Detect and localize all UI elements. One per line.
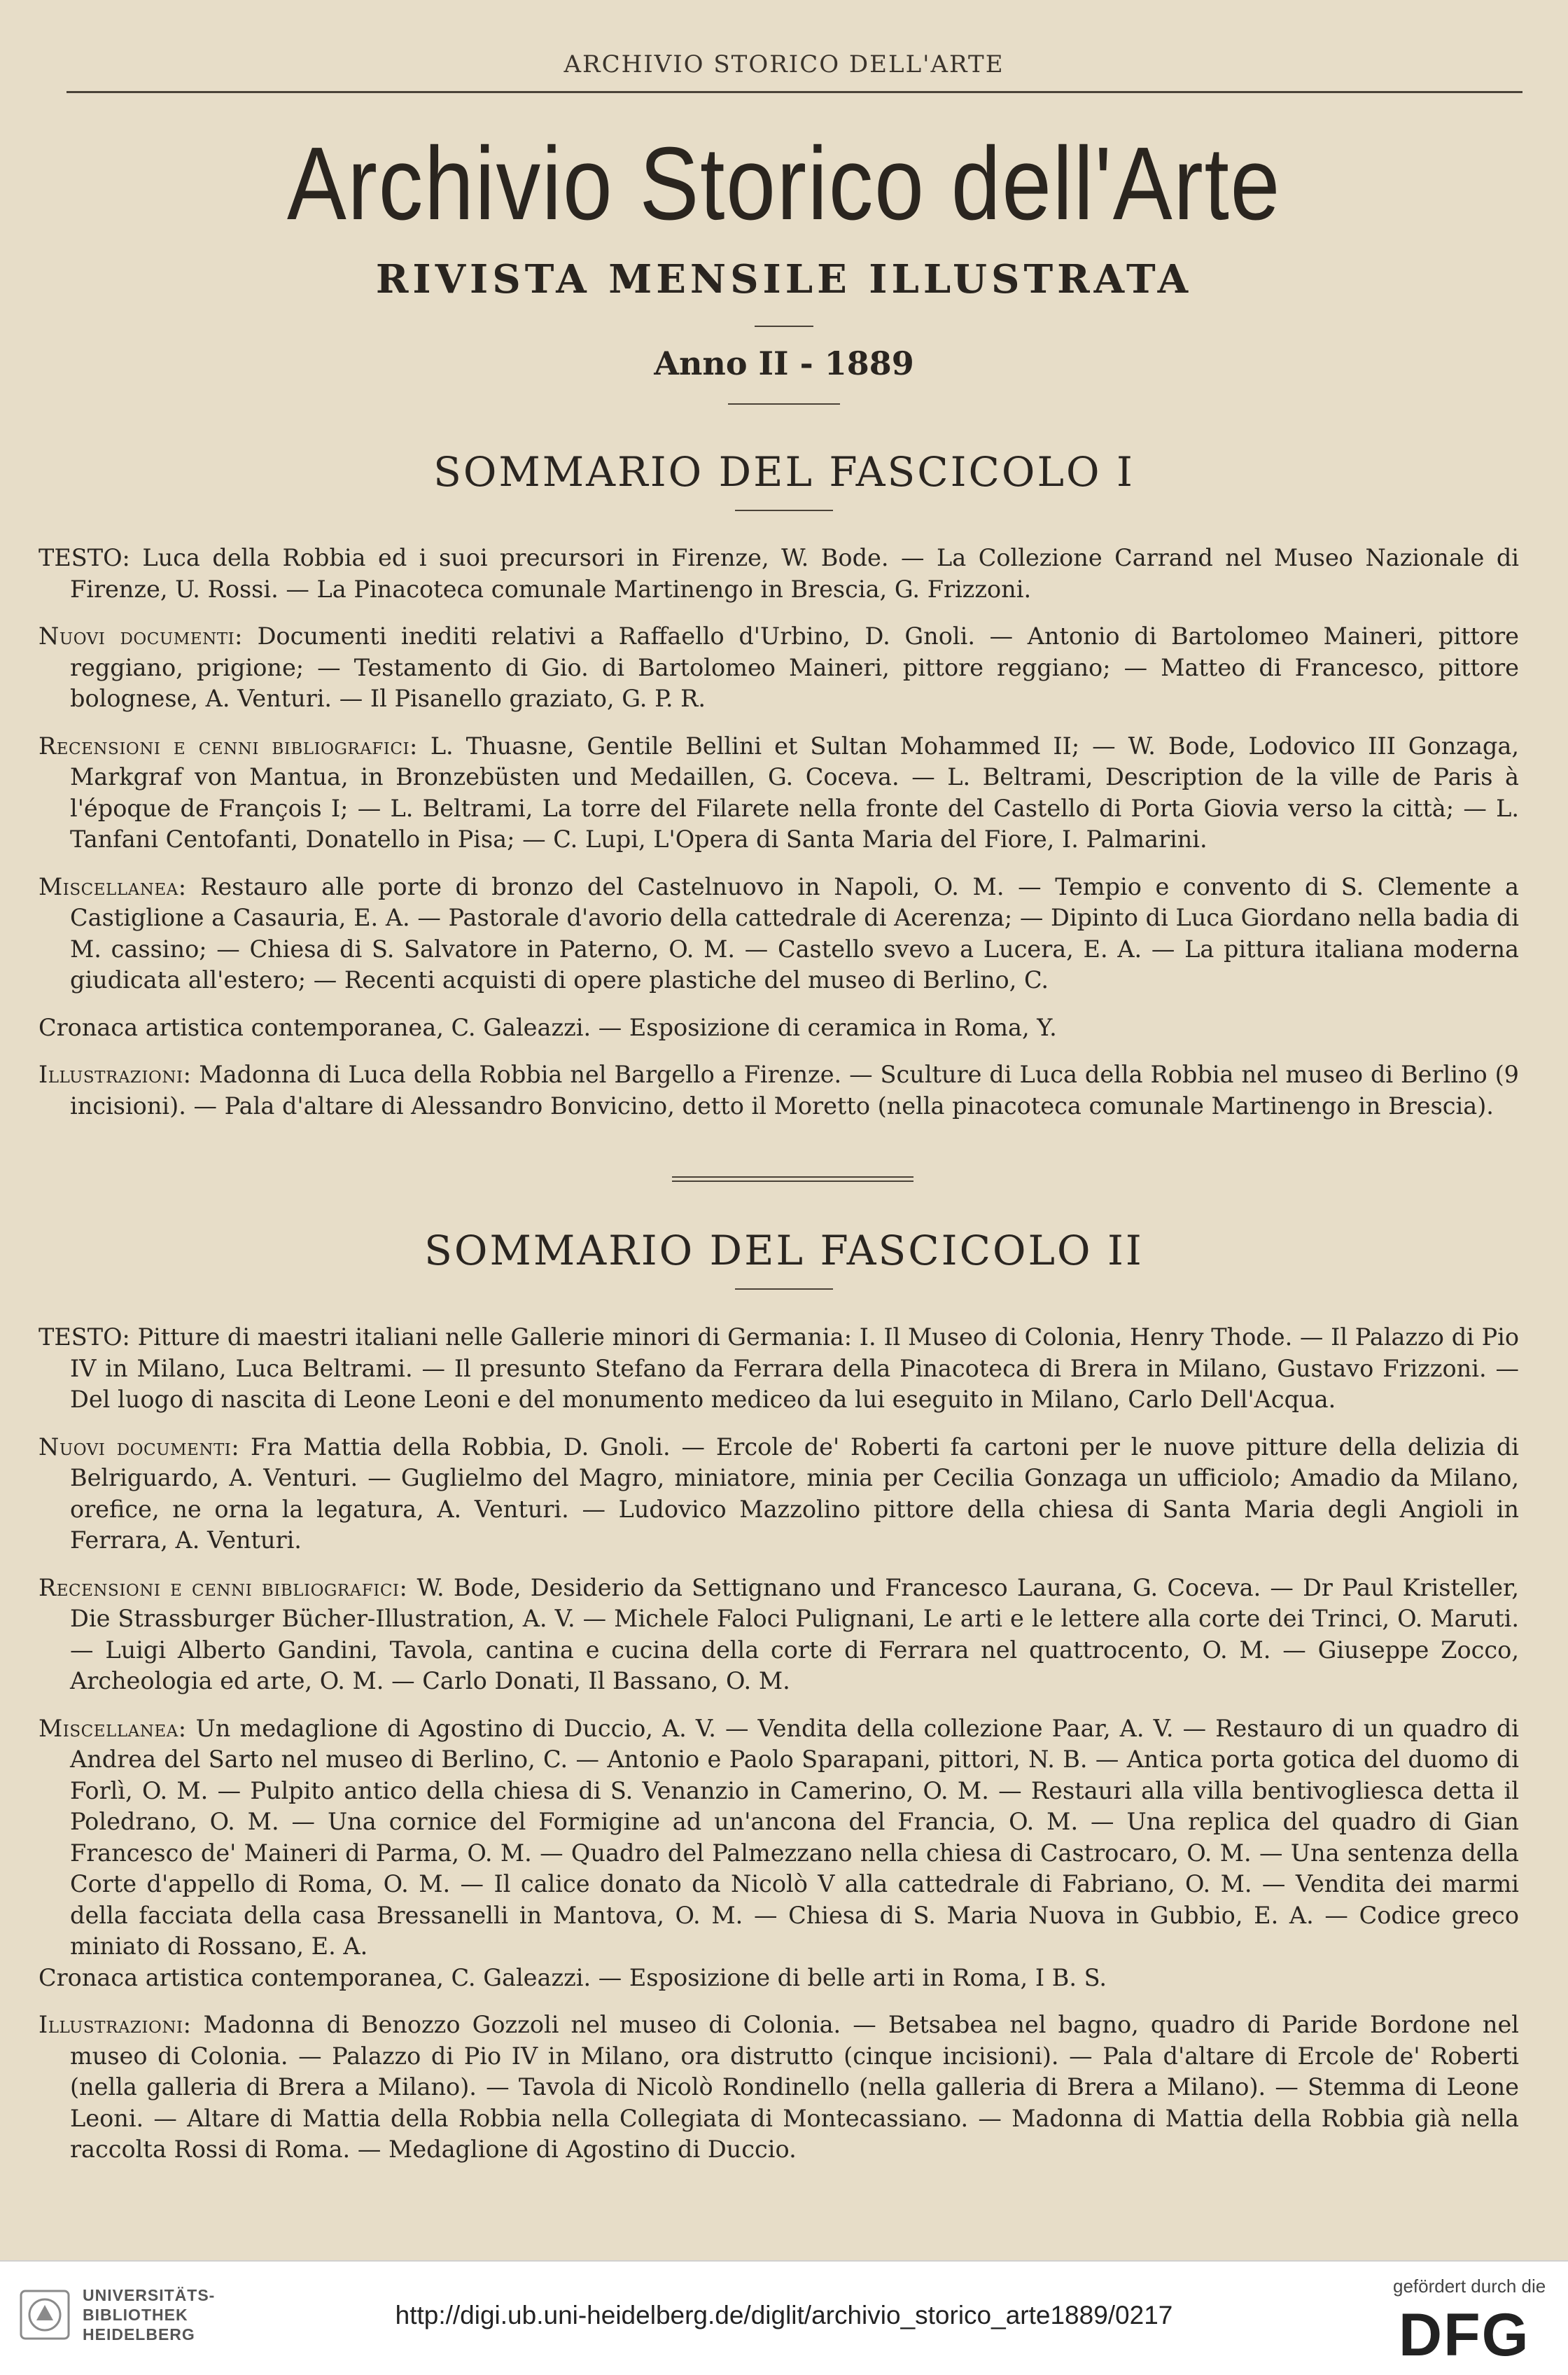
entry-text: Fra Mattia della Robbia, D. Gnoli. — Ercole de' Roberti fa cartoni per le nuove pitture della delizia di Belriguardo, A. Venturi. — Guglielmo del Magro, miniatore, minia per Cecilia Gonzaga un ufficiolo; Amadio da Milano, orefice, ne orna la legatura, A. Venturi. — Ludovico Mazzolino pittore della chiesa di Santa Maria degli Angioli in Ferrara, A. Venturi. — [70, 1433, 1519, 1554]
funding-caption: gefördert durch die — [1393, 2276, 1546, 2297]
entry-text: Documenti inediti relativi a Raffaello d'Urbino, D. Gnoli. — Antonio di Bartolomeo Maineri, pittore reggiano, prigione; — Testamento di Gio. di Bartolomeo Maineri, pittore reggiano; — Matteo di Francesco, pittore bolognese, A. Venturi. — Il Pisanello graziato, G. P. R. — [70, 622, 1519, 712]
section-heading-fascicolo-2: SOMMARIO DEL FASCICOLO II — [424, 1227, 1144, 1274]
dfg-logo: DFG — [1399, 2301, 1530, 2369]
entry-label: Recensioni e cenni bibliografici: — [38, 732, 418, 760]
institution-name: UNIVERSITÄTS- BIBLIOTHEK HEIDELBERG — [83, 2286, 216, 2343]
entry-nuovi-documenti — [38, 1432, 1519, 1556]
entry-label: TESTO: — [38, 1323, 130, 1351]
header-rule — [66, 91, 1522, 93]
divider-short — [735, 510, 833, 511]
entry-testo — [38, 1322, 1519, 1416]
masthead-year: Anno II - 1889 — [654, 344, 914, 382]
entry-text: Luca della Robbia ed i suoi precursori in Firenze, W. Bode. — La Collezione Carrand nel Museo Nazionale di Firenze, U. Rossi. — La Pinacoteca comunale Martinengo in Brescia, G. Frizzoni. — [70, 544, 1520, 603]
section-heading-fascicolo-1: SOMMARIO DEL FASCICOLO I — [433, 448, 1135, 496]
summary-fascicolo-1 — [38, 543, 1519, 1138]
entry-text: Madonna di Luca della Robbia nel Bargello a Firenze. — Sculture di Luca della Robbia nel museo di Berlino (9 incisioni). — Pala d'altare di Alessandro Bonvicino, detto il Moretto (nella pinacoteca comunale Martinengo in Brescia). — [70, 1061, 1519, 1120]
running-head: ARCHIVIO STORICO DELL'ARTE — [564, 50, 1004, 78]
entry-label: Illustrazioni: — [38, 2011, 192, 2038]
masthead-title: Archivio Storico dell'Arte — [286, 126, 1282, 242]
divider-short — [755, 326, 813, 327]
divider-short — [728, 403, 840, 405]
entry-cronaca: Cronaca artistica contemporanea, C. Galeazzi. — Esposizione di belle arti in Roma, I B. S. — [38, 1963, 1107, 1991]
entry-text: W. Bode, Desiderio da Settignano und Francesco Laurana, G. Coceva. — Dr Paul Kristeller, Die Strassburger Bücher-Illustration, A. V. — Michele Faloci Pulignani, Le arti e le lettere alla corte dei Trinci, O. Maruti. — Luigi Alberto Gandini, Tavola, cantina e cucina della corte di Ferrara nel quattrocento, O. M. — Giuseppe Zocco, Archeologia ed arte, O. M. — Carlo Donati, Il Bassano, O. M. — [70, 1573, 1519, 1694]
entry-illustrazioni — [38, 1059, 1519, 1122]
section-separator — [672, 1176, 913, 1182]
summary-fascicolo-2 — [38, 1322, 1519, 2182]
entry-recensioni — [38, 731, 1519, 856]
entry-text: Madonna di Benozzo Gozzoli nel museo di Colonia. — Betsabea nel bagno, quadro di Paride Bordone nel museo di Colonia. — Palazzo di Pio IV in Milano, ora distrutto (cinque incisioni). — Pala d'altare di Ercole de' Roberti (nella galleria di Brera a Milano). — Tavola di Nicolò Rondinello (nella galleria di Brera a Milano). — Stemma di Leone Leoni. — Altare di Mattia della Robbia nella Collegiata di Montecassiano. — Madonna di Mattia della Robbia già nella raccolta Rossi di Roma. — Medaglione di Agostino di Duccio. — [70, 2011, 1519, 2163]
entry-text: L. Thuasne, Gentile Bellini et Sultan Mohammed II; — W. Bode, Lodovico III Gonzaga, Markgraf von Mantua, in Bronzebüsten und Medaillen, G. Coceva. — L. Beltrami, Description de la ville de Paris à l'époque de François I; — L. Beltrami, La torre del Filarete nella fronte del Castello di Porta Giovia verso la città; — L. Tanfani Centofanti, Donatello in Pisa; — C. Lupi, L'Opera di Santa Maria del Fiore, I. Palmarini. — [70, 732, 1519, 853]
entry-label: Miscellanea: — [38, 872, 187, 900]
entry-label: Nuovi documenti: — [38, 622, 243, 650]
entry-recensioni — [38, 1573, 1519, 1697]
entry-miscellanea — [38, 1713, 1519, 1963]
divider-short — [735, 1288, 833, 1290]
entry-cronaca: Cronaca artistica contemporanea, C. Galeazzi. — Esposizione di ceramica in Roma, Y. — [38, 1013, 1057, 1041]
entry-text: Pitture di maestri italiani nelle Gallerie minori di Germania: I. Il Museo di Colonia, Henry Thode. — Il Palazzo di Pio IV in Milano, Luca Beltrami. — Il presunto Stefano da Ferrara della Pinacoteca di Brera in Milano, Gustavo Frizzoni. — Del luogo di nascita di Leone Leoni e del monumento mediceo da lui eseguito in Milano, Carlo Dell'Acqua. — [70, 1323, 1519, 1413]
entry-label: Recensioni e cenni bibliografici: — [38, 1573, 408, 1601]
entry-illustrazioni — [38, 2010, 1519, 2166]
entry-text: Restauro alle porte di bronzo del Castelnuovo in Napoli, O. M. — Tempio e convento di S. Clemente a Castiglione a Casauria, E. A. — Pastorale d'avorio della cattedrale di Acerenza; — Dipinto di Luca Giordano nella badia di M. cassino; — Chiesa di S. Salvatore in Paterno, O. M. — Castello svevo a Lucera, E. A. — La pittura italiana moderna giudicata all'estero; — Recenti acquisti di opere plastiche del museo di Berlino, C. — [70, 872, 1519, 994]
entry-label: Nuovi documenti: — [38, 1433, 240, 1461]
entry-label: Illustrazioni: — [38, 1061, 192, 1088]
digitization-footer — [0, 2260, 1568, 2375]
entry-testo — [38, 543, 1519, 605]
entry-nuovi-documenti — [38, 621, 1519, 715]
entry-label: TESTO: — [38, 544, 130, 571]
entry-text: Un medaglione di Agostino di Duccio, A. V. — Vendita della collezione Paar, A. V. — Restauro di un quadro di Andrea del Sarto nel museo di Berlino, C. — Antonio e Paolo Sparapani, pittori, N. B. — Antica porta gotica del duomo di Forlì, O. M. — Pulpito antico della chiesa di S. Venanzio in Camerino, O. M. — Restauri alla villa bentivogliesca detta il Poledrano, O. M. — Una cornice del Formigine ad un'ancona del Francia, O. M. — Una replica del quadro di Gian Francesco de' Maineri di Parma, O. M. — Quadro del Palmezzano nella chiesa di Castrocaro, O. M. — Una sentenza della Corte d'appello di Roma, O. M. — Il calice donato da Nicolò V alla cattedrale di Fabriano, O. M. — Vendita dei marmi della facciata della casa Bressanelli in Mantova, O. M. — Chiesa di S. Maria Nuova in Gubbio, E. A. — Codice greco miniato di Rossano, E. A. — [70, 1714, 1519, 1960]
entry-label: Miscellanea: — [38, 1714, 187, 1742]
masthead-subtitle: RIVISTA MENSILE ILLUSTRATA — [375, 256, 1193, 302]
entry-miscellanea — [38, 872, 1519, 996]
source-url[interactable]: http://digi.ub.uni-heidelberg.de/diglit/archivio_storico_arte1889/0217 — [395, 2301, 1173, 2329]
